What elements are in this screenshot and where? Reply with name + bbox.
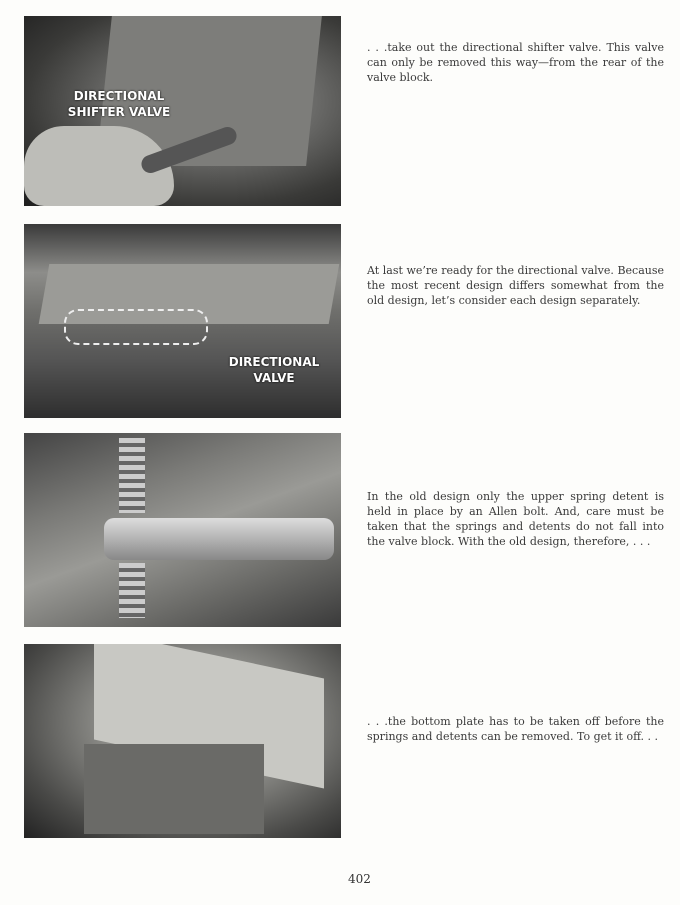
figure-label	[219, 354, 329, 386]
paragraph: . . .the bottom plate has to be taken off before the springs and detents can be removed. To get it off. . .	[367, 715, 664, 743]
paragraph: At last we’re ready for the directional valve. Because the most recent design differs somewhat from the old design, let’s consider each design separately.	[367, 264, 664, 307]
photo-old-design-cutaway	[24, 433, 341, 627]
label-line: DIRECTIONAL	[73, 89, 165, 103]
upper-spring	[119, 438, 145, 513]
page-number: 402	[348, 872, 371, 886]
paragraph: . . .take out the directional shifter valve. This valve can only be removed this way—from the rear of the valve block.	[367, 41, 664, 84]
paragraph: In the old design only the upper spring detent is held in place by an Allen bolt. And, care must be taken that the springs and detents do not fall into the valve block. With the old design, therefore, . . .	[367, 490, 664, 548]
photo-directional-valve	[24, 224, 341, 418]
label-line: SHIFTER VALVE	[67, 105, 171, 119]
valve-outline	[64, 309, 208, 345]
label-line: DIRECTIONAL	[228, 355, 320, 369]
label-line: VALVE	[253, 371, 295, 385]
photo-bottom-plate	[24, 644, 341, 838]
figure-label	[64, 88, 174, 120]
valve-block	[84, 744, 264, 834]
lower-spring	[119, 563, 145, 618]
photo-directional-shifter-valve	[24, 16, 341, 206]
directional-valve-spool	[104, 518, 334, 560]
